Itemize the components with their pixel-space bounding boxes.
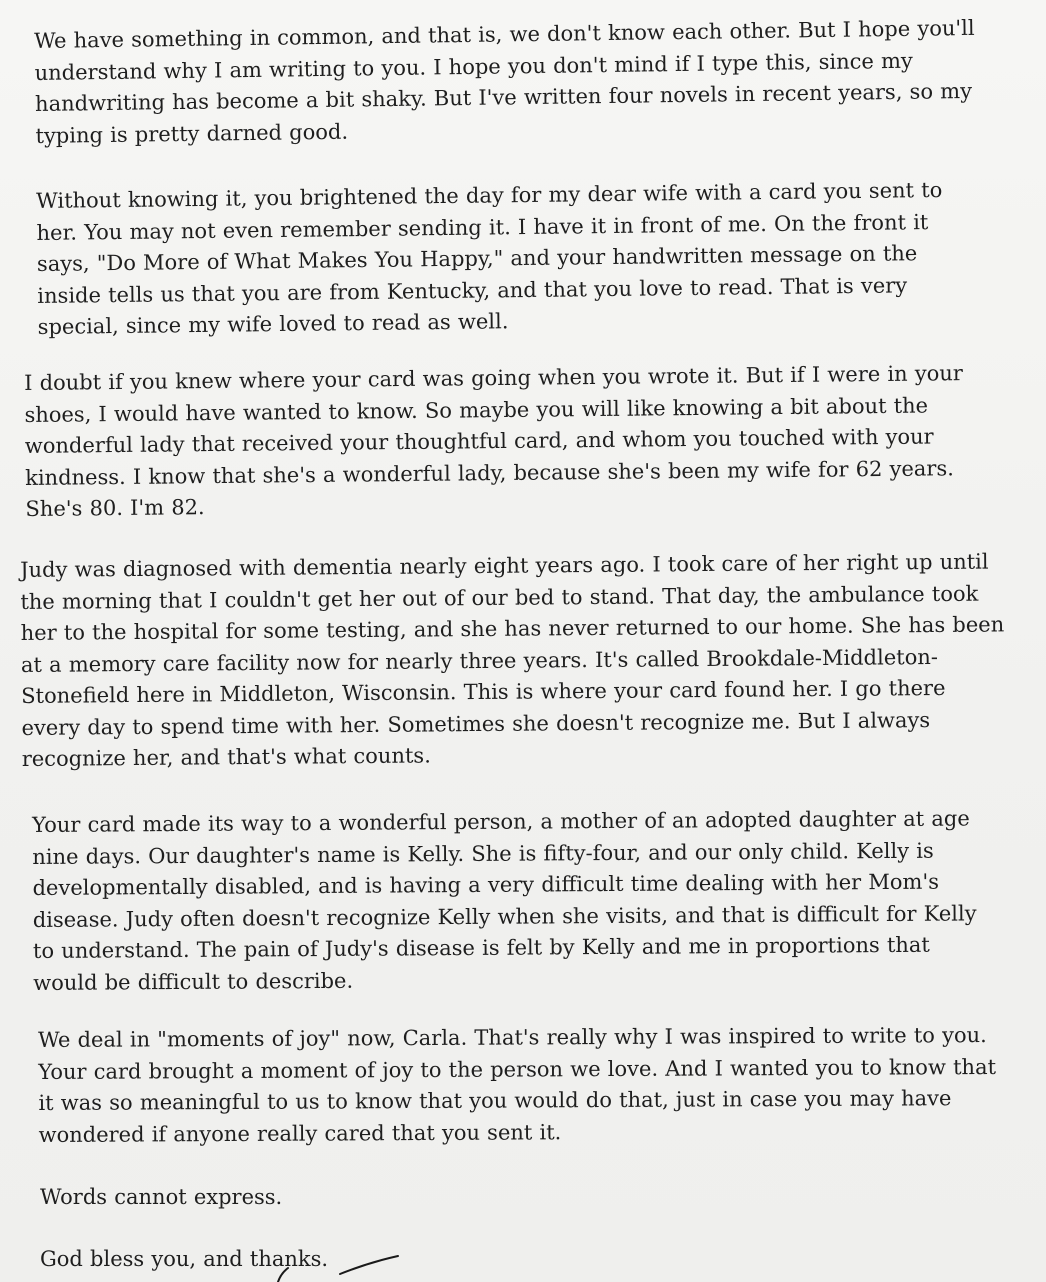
paragraph-words-cannot-express: Words cannot express. — [40, 1185, 283, 1209]
paragraph-card: Without knowing it, you brightened the day for my dear wife with a card you sent to her. You may not even remember sending it. I have it in front of me. On the front it says, "Do More of What Makes You Happy," and your handwritten message on the inside tells us that you are from Kentucky, and that you love to read. That is very special, since my wife loved to read as well. — [36, 177, 943, 339]
paragraph-judy: Judy was diagnosed with dementia nearly eight years ago. I took care of her right up until the morning that I couldn't get her out of our bed to stand. That day, the ambulance took her to the hospital for some testing, and she has never returned to our home. She has been at a memory care facility now for nearly three years. It's called Brookdale-Middleton-Stonefield here in Middleton, Wisconsin. This is where your card found her. I go there every day to spend time with her. Sometimes she doesn't recognize me. But I always recognize her, and that's what counts. — [20, 549, 1005, 771]
paragraph-kelly: Your card made its way to a wonderful person, a mother of an adopted daughter at age nine days. Our daughter's name is Kelly. She is fifty-four, and our only child. Kelly is developmentally disabled, and is having a very difficult time dealing with her Mom's disease. Judy often doesn't recognize Kelly when she visits, and that is difficult for Kelly to understand. The pain of Judy's disease is felt by Kelly and me in proportions that would be difficult to describe. — [32, 806, 977, 995]
paragraph-closing: God bless you, and thanks. — [40, 1247, 329, 1271]
paragraph-wife: I doubt if you knew where your card was going when you wrote it. But if I were in your shoes, I would have wanted to know. So maybe you will like knowing a bit about the wonderful lady that received your thoughtful card, and whom you touched with your kindness. I know that she's a wonderful lady, because she's been my wife for 62 years. She's 80. I'm 82. — [24, 361, 963, 521]
signature-icon — [200, 1238, 420, 1282]
paragraph-intro: We have something in common, and that is, we don't know each other. But I hope you'll understand why I am writing to you. I hope you don't mind if I type this, since my handwriting has become a bit shaky. But I've written four novels in recent years, so my typing is pretty darned good. — [34, 15, 975, 148]
paragraph-moments-of-joy: We deal in "moments of joy" now, Carla. That's really why I was inspired to write to you. Your card brought a moment of joy to the person we love. And I wanted you to know that it was so meaningful to us to know that you would do that, just in case you may have wondered if anyone really cared that you sent it. — [38, 1023, 997, 1147]
